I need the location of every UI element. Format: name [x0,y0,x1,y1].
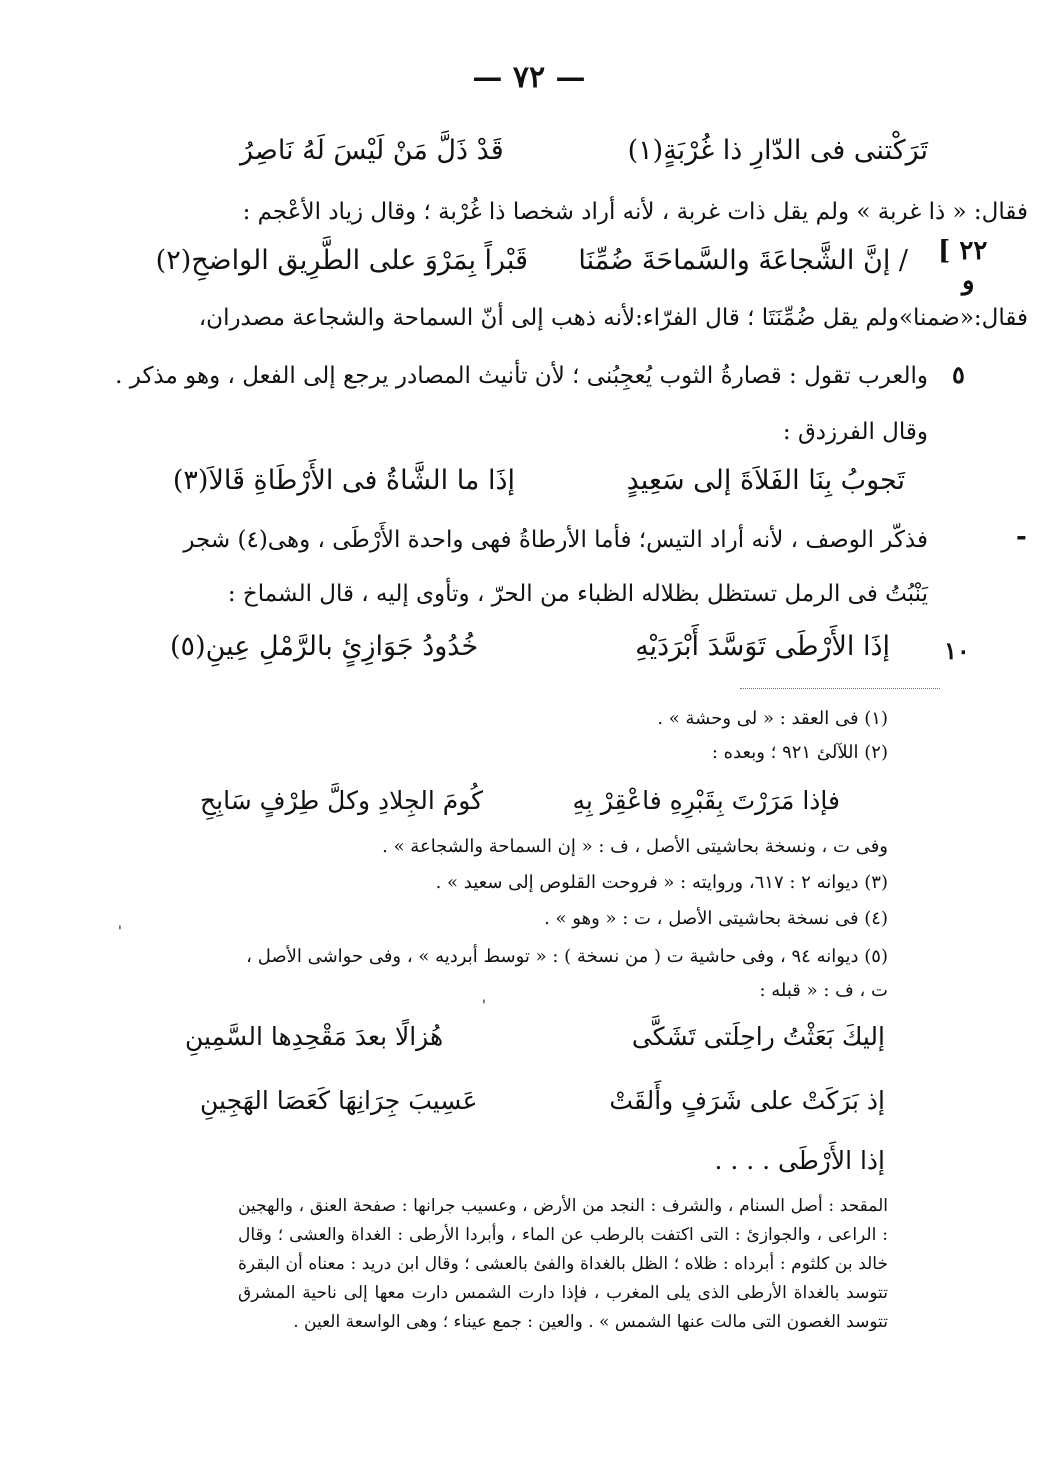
folio-reference: [ ٢٢ [938,236,988,266]
verse-1-first-hemistich: تَرَكْتنى فى الدّارِ ذا غُرْبَةٍ(١) [627,135,928,166]
footnote-5-gloss: المقحد : أصل السنام ، والشرف : النجد من الأرض ، وعسيب جرانها : صفحة العنق ، والهجين : الراعى ، والجوازئ : التى اكتفت بالرطب عن الماء ، وأبردا الأرطى : الغداة والعشى ؛ وقال خالد بن كلثوم : أبرداه : ظلاه ؛ الظل بالغداة والفئ بالعشى ؛ وقال ابن دريد : معناه أن البقرة تتوسد بالغداة الأرطى الذى يلى المغرب ، فإذا دارت الشمس دارت معها إلى ناحية المشرق تتوسد الغصون التى مالت عنها الشمس » . والعين : جمع عيناء ؛ وهى الواسعة العين . [238,1196,888,1332]
prose-line-4: وقال الفرزدق : [782,419,928,445]
footnote-separator [740,688,940,689]
prose-line-1: فقال: « ذا غربة » ولم يقل ذات غربة ، لأنه أراد شخصا ذا غُرْبة ؛ وقال زياد الأعْجم : [242,199,1028,225]
footnote-2-verse-second: كُومَ الجِلادِ وكلَّ طِرْفٍ سَابِحِ [200,786,484,815]
folio-side: و [962,266,975,296]
footnote-2: (٢) اللآلئ ٩٢١ ؛ وبعده : [711,742,888,763]
footnote-3: (٣) ديوانه ٢ : ٦١٧، وروايته : « فروحت القلوص إلى سعيد » . [435,872,888,893]
footnote-2-continued: وفى ت ، ونسخة بحاشيتى الأصل ، ف : « إن السماحة والشجاعة » . [382,836,888,857]
line-number-5: ٥ [952,360,965,389]
prose-line-5: فذكّر الوصف ، لأنه أراد التيس؛ فأما الأرطاةُ فهى واحدة الأَرْطَى ، وهى(٤) شجر [183,527,928,553]
line-number-10: ١٠ [944,636,970,665]
verse-1 [240,128,928,174]
footnote-2-verse [200,780,840,826]
footnote-1: (١) فى العقد : « لى وحشة » . [657,708,888,729]
footnote-5-verse-1-first: إليكَ بَعَثْتُ راحِلَتى تَشَكَّى [631,1022,885,1051]
footnote-5: (٥) ديوانه ٩٤ ، وفى حاشية ت ( من نسخة ) : « توسط أبرديه » ، وفى حواشى الأصل ، [246,946,888,967]
footnote-2-verse-first: فإذا مَرَرْتَ بِقَبْرِهِ فاعْقِرْ بِهِ [572,786,840,815]
verse-3 [172,458,905,504]
footnote-4: (٤) فى نسخة بحاشيتى الأصل ، ت : « وهو » . [544,908,888,929]
verse-3-first-hemistich: تَجوبُ بِنَا الفَلاَةَ إلى سَعِيدٍ [626,465,905,496]
verse-3-second-hemistich: إذَا ما الشَّاةُ فى الأَرْطَاةِ قَالاَ(٣) [172,465,515,496]
footnote-5-verse-2-second: عَسِيبَ جِرَانِهَا كَعَصَا الهَجِينِ [200,1086,478,1115]
footnote-5-continued: ت ، ف : « قبله : [759,980,888,1001]
prose-line-6: يَنْبُتُ فى الرمل تستظل بظلاله الظباء من الحرّ ، وتأوى إليه ، قال الشماخ : [227,581,928,607]
prose-line-2: فقال:«ضمنا»ولم يقل ضُمِّنَتَا ؛ قال الفرّاء:لأنه ذهب إلى أنّ السماحة والشجاعة مصدران، [198,305,1028,331]
margin-dash: - [1016,522,1027,552]
prose-line-3: والعرب تقول : قصارةُ الثوب يُعجِبُنى ؛ لأن تأنيث المصادر يرجع إلى الفعل ، وهو مذكر . [115,363,928,389]
page-number: — ٧٢ — [472,60,586,95]
verse-4 [170,624,890,670]
verse-4-second-hemistich: خُدُودُ جَوَازِئٍ بالرَّمْلِ عِينِ(٥) [170,631,479,662]
verse-1-second-hemistich: قَدْ ذَلَّ مَنْ لَيْسَ لَهُ نَاصِرُ [240,135,504,166]
verse-2-first-hemistich: / إنَّ الشَّجاعَةَ والسَّماحَةَ ضُمِّنَا [578,245,908,276]
speck-mark: ' [482,998,486,1014]
verse-4-first-hemistich: إذَا الأَرْطَى تَوَسَّدَ أَبْرَدَيْهِ [635,631,890,662]
verse-2-second-hemistich: قَبْراً بِمَرْوَ على الطَّرِيق الواضحِ(٢) [155,245,528,276]
speck-mark: ' [118,924,122,940]
verse-2 [155,238,908,284]
footnote-5-verse-2 [200,1080,885,1126]
footnote-5-verse-1-second: هُزالًا بعدَ مَقْحِدِها السَّمِينِ [185,1022,444,1051]
footnote-5-verse-2-first: إذ بَرَكَتْ على شَرَفٍ وأَلقَتْ [609,1086,885,1115]
footnote-5-verse-3: إذا الأَرْطَى . . . . [714,1146,885,1175]
footnote-5-verse-1 [185,1016,885,1062]
